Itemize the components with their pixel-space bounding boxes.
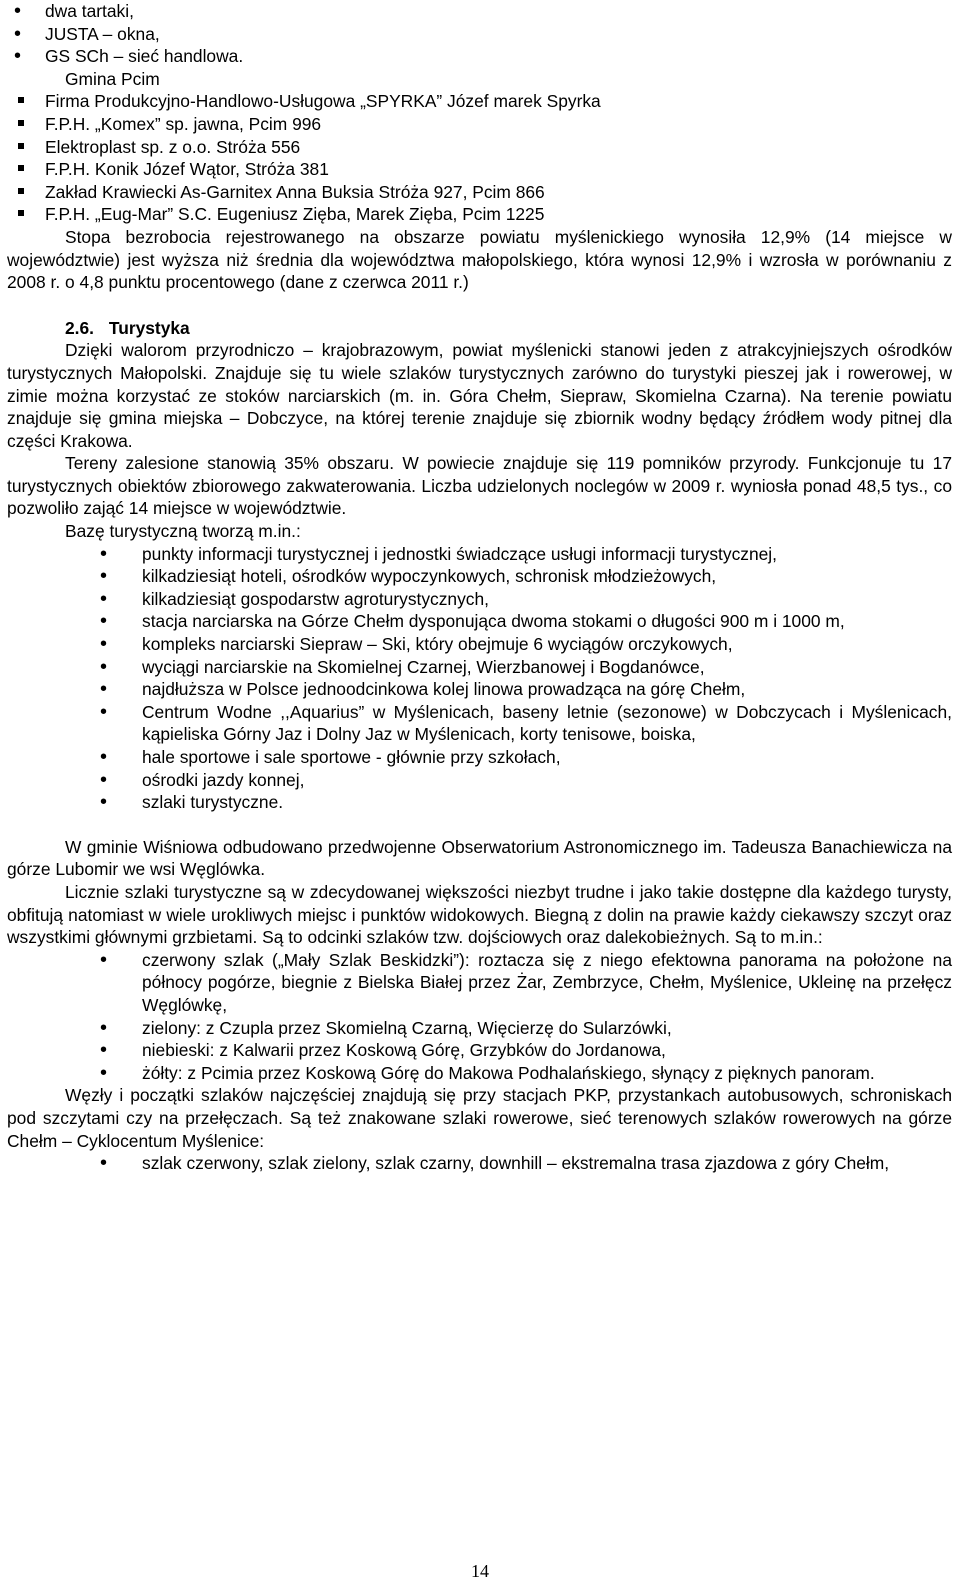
list-item: • punkty informacji turystycznej i jednostki świadczące usługi informacji turystycznej,: [7, 543, 952, 566]
unemployment-paragraph: Stopa bezrobocia rejestrowanego na obszarze powiatu myślenickiego wynosiła 12,9% (14 miejsce w województwie) jest wyższa niż średnia dla województwa małopolskiego, która wynosi 12,9% i wzrosła w porównaniu z 2008 r. o 4,8 punktu procentowego (dane z czerwca 2011 r.): [7, 226, 952, 293]
list-item: • niebieski: z Kalwarii przez Koskową Górę, Grzybków do Jordanowa,: [7, 1039, 952, 1062]
list-item: • dwa tartaki,: [7, 0, 952, 23]
list-item: • kilkadziesiąt gospodarstw agroturystycznych,: [7, 588, 952, 611]
page-number: 14: [471, 1561, 489, 1581]
list-item: • najdłuższa w Polsce jednoodcinkowa kolej linowa prowadząca na górę Chełm,: [7, 678, 952, 701]
gmina-heading: Gmina Pcim: [65, 68, 160, 89]
list-item: • kompleks narciarski Siepraw – Ski, który obejmuje 6 wyciągów orczykowych,: [7, 633, 952, 656]
bike-list: [7, 1152, 952, 1175]
list-item: • czerwony szlak („Mały Szlak Beskidzki”): roztacza się z niego efektowna panorama na położone na północy pogórze, biegnie z Bielska Białej przez Żar, Zembrzyce, Chełm, Myślenice, Ukleinę na przełęcz Węglówkę,: [7, 949, 952, 1017]
paragraph-base-lead: Bazę turystyczną tworzą m.in.:: [65, 521, 301, 542]
firm-list: [7, 90, 952, 226]
list-item: • żółty: z Pcimia przez Koskową Górę do Makowa Podhalańskiego, słynący z pięknych panoram.: [7, 1062, 952, 1085]
list-item: F.P.H. „Komex” sp. jawna, Pcim 996: [7, 113, 952, 136]
top-bullet-list: [7, 0, 952, 68]
paragraph-stats: Tereny zalesione stanowią 35% obszaru. W powiecie znajduje się 119 pomników przyrody. Funkcjonuje tu 17 turystycznych obiektów zbiorowego zakwaterowania. Liczba udzielonych noclegów w 2009 r. wyniosła ponad 48,5 tys., co pozwoliło zająć 14 miejsce w województwie.: [7, 453, 952, 519]
list-item: F.P.H. Konik Józef Wątor, Stróża 381: [7, 158, 952, 181]
list-item: • szlak czerwony, szlak zielony, szlak czarny, downhill – ekstremalna trasa zjazdowa z góry Chełm,: [7, 1152, 952, 1175]
paragraph-trails: Licznie szlaki turystyczne są w zdecydowanej większości niezbyt trudne i jako takie dostępne dla każdego turysty, obfitują natomiast w wiele urokliwych miejsc i punktów widokowych. Biegną z dolin na prawie każdy ciekawszy szczyt oraz wszystkimi głównymi grzbietami. Są to odcinki szlaków tzw. dojściowych oraz dalekobieżnych. Są to m.in.:: [7, 881, 952, 948]
list-item: • kilkadziesiąt hoteli, ośrodków wypoczynkowych, schronisk młodzieżowych,: [7, 565, 952, 588]
list-item: • ośrodki jazdy konnej,: [7, 769, 952, 792]
list-item: • GS SCh – sieć handlowa.: [7, 45, 952, 68]
spacer: [7, 814, 952, 836]
paragraph-observatory: W gminie Wiśniowa odbudowano przedwojenne Obserwatorium Astronomicznego im. Tadeusza Banachiewicza na górze Lubomir we wsi Węglówka.: [7, 836, 952, 880]
paragraph-nodes: Węzły i początki szlaków najczęściej znajdują się przy stacjach PKP, przystankach autobusowych, schroniskach pod szczytami czy na przełęczach. Są też znakowane szlaki rowerowe, sieć terenowych szlaków rowerowych na górze Chełm – Cyklocentum Myślenice:: [7, 1085, 952, 1151]
list-item: • szlaki turystyczne.: [7, 791, 952, 814]
list-item: Elektroplast sp. z o.o. Stróża 556: [7, 136, 952, 159]
list-item: F.P.H. „Eug-Mar” S.C. Eugeniusz Zięba, Marek Zięba, Pcim 1225: [7, 203, 952, 226]
list-item: Firma Produkcyjno-Handlowo-Usługowa „SPYRKA” Józef marek Spyrka: [7, 90, 952, 113]
document-page: [7, 0, 952, 1175]
list-item: • wyciągi narciarskie na Skomielnej Czarnej, Wierzbanowej i Bogdanówce,: [7, 656, 952, 679]
list-item: • zielony: z Czupla przez Skomielną Czarną, Więcierzę do Sularzówki,: [7, 1017, 952, 1040]
section-heading: [7, 317, 952, 340]
list-item: • JUSTA – okna,: [7, 23, 952, 46]
section-number: 2.6.: [65, 317, 95, 338]
list-item: • stacja narciarska na Górze Chełm dysponująca dwoma stokami o długości 900 m i 1000 m,: [7, 610, 952, 633]
list-item: • hale sportowe i sale sportowe - głównie przy szkołach,: [7, 746, 952, 769]
base-list: [7, 543, 952, 814]
list-item: • Centrum Wodne ,,Aquarius” w Myślenicach, baseny letnie (sezonowe) w Dobczycach i Myślenicach, kąpieliska Górny Jaz i Dolny Jaz w Myślenicach, korty tenisowe, boiska,: [7, 701, 952, 746]
section-title: Turystyka: [108, 317, 190, 338]
paragraph-intro: Dzięki walorom przyrodniczo – krajobrazowym, powiat myślenicki stanowi jeden z atrakcyjniejszych ośrodków turystycznych Małopolski. Znajduje się tu wiele szlaków turystycznych zarówno do turystyki pieszej jak i rowerowej, w zimie można korzystać ze stoków narciarskich (m. in. Góra Chełm, Siepraw, Skomielna Czarna). Na terenie powiatu znajduje się gmina miejska – Dobczyce, na której terenie znajduje się zbiornik wodny będący źródłem wody pitnej dla części Krakowa.: [7, 340, 952, 451]
list-item: Zakład Krawiecki As-Garnitex Anna Buksia Stróża 927, Pcim 866: [7, 181, 952, 204]
trail-list: [7, 949, 952, 1085]
